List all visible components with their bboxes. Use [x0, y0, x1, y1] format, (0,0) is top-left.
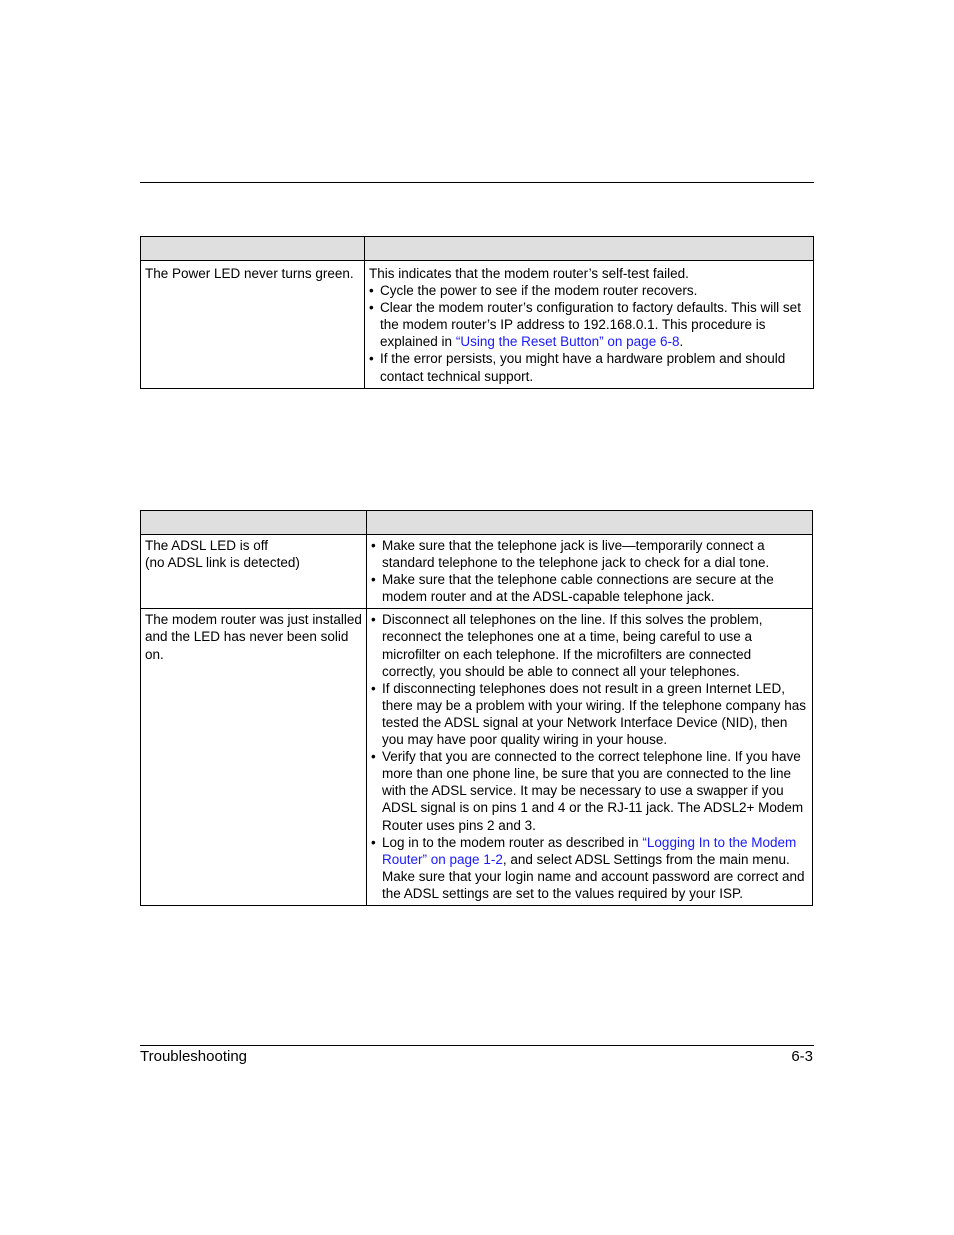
cause-cell: The Power LED never turns green.: [141, 261, 365, 389]
table-row: [141, 261, 814, 389]
footer-rule: [140, 1045, 814, 1046]
bullet-icon: •: [369, 300, 374, 316]
list-item: • Make sure that the telephone jack is live—temporarily connect a standard telephone to the telephone jack to check for a dial tone.: [371, 538, 770, 571]
adsl-led-troubleshooting-table: [140, 510, 813, 906]
bullet-icon: •: [369, 351, 374, 367]
header-cell-empty: [141, 511, 367, 535]
header-cell-empty: [367, 511, 813, 535]
logging-in-link[interactable]: “Logging In to the Modem Router” on page 1-2: [382, 834, 797, 867]
solution-list: [371, 611, 808, 902]
solution-cell: [367, 535, 813, 609]
solution-cell: [367, 609, 813, 906]
list-item: • Clear the modem router’s configuration to factory defaults. This will set the modem router’s IP address to 192.168.0.1. This procedure is explained in “Using the Reset Button” on page 6-8.: [369, 300, 801, 350]
list-item: • Cycle the power to see if the modem router recovers.: [369, 283, 698, 299]
solution-list: [369, 282, 809, 385]
header-cell-empty: [141, 237, 365, 261]
list-item: • Log in to the modem router as described in “Logging In to the Modem Router” on page 1-2, and select ADSL Settings from the main menu. Make sure that your login name and account password are correct and the ADSL settings are set to the values required by your ISP.: [371, 834, 805, 901]
list-item: • If the error persists, you might have a hardware problem and should contact technical support.: [369, 351, 786, 384]
page-number: 6-3: [791, 1048, 813, 1065]
table-row: [141, 535, 813, 609]
solution-intro: This indicates that the modem router’s self-test failed.: [369, 266, 689, 281]
table-header-row: [141, 511, 813, 535]
header-rule: [140, 182, 814, 183]
bullet-icon: •: [371, 680, 376, 696]
list-item: • Make sure that the telephone cable connections are secure at the modem router and at the ADSL-capable telephone jack.: [371, 572, 774, 605]
list-item: • If disconnecting telephones does not result in a green Internet LED, there may be a problem with your wiring. If the telephone company has tested the ADSL signal at your Network Interface Device (NID), then you may have poor quality wiring in your house.: [371, 680, 806, 748]
power-led-troubleshooting-table: [140, 236, 814, 389]
table-row: [141, 609, 813, 906]
bullet-icon: •: [369, 283, 374, 299]
bullet-icon: •: [371, 572, 376, 588]
list-item: • Disconnect all telephones on the line. If this solves the problem, reconnect the telephones one at a time, being careful to use a microfilter on each telephone. If the microfilters are connected correctly, you should be able to connect all your telephones.: [371, 612, 763, 679]
list-item: • Verify that you are connected to the correct telephone line. If you have more than one phone line, be sure that you are connected to the line with the ADSL service. It may be necessary to use a swapper if you ADSL signal is on pins 1 and 4 or the RJ-11 jack. The ADSL2+ Modem Router uses pins 2 and 3.: [371, 749, 804, 833]
solution-cell: [365, 261, 814, 389]
solution-list: [371, 537, 808, 605]
bullet-icon: •: [371, 612, 376, 628]
header-cell-empty: [365, 237, 814, 261]
footer-section-title: Troubleshooting: [140, 1048, 248, 1065]
cause-cell: The ADSL LED is off (no ADSL link is detected): [141, 535, 367, 609]
cause-cell: The modem router was just installed and the LED has never been solid on.: [141, 609, 367, 906]
bullet-icon: •: [371, 749, 376, 765]
bullet-icon: •: [371, 834, 376, 850]
bullet-icon: •: [371, 538, 376, 553]
table-header-row: [141, 237, 814, 261]
reset-button-link[interactable]: “Using the Reset Button” on page 6-8: [455, 334, 680, 350]
